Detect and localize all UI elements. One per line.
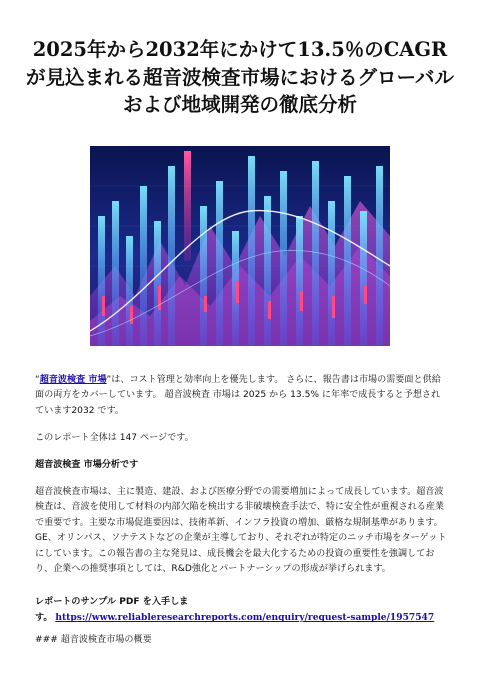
page-title: 2025年から2032年にかけて13.5％のCAGRが見込まれる超音波検査市場におけるグローバルおよび地域開発の徹底分析 [25,38,455,116]
open-quote: “ [35,375,40,385]
analysis-body: 超音波検査市場は、主に製造、建設、および医療分野での需要増加によって成長しています。超音波検査は、音波を使用して材料の内部欠陥を検出する非破壊検査手法で、特に安全性が重視される産業で重要です。主要な市場促進要因は、技術革新、インフラ投資の増加、厳格な規制基準があります。GE、オリンパス、ソナテストなどの企業が主導しており、それぞれが特定のニッチ市場をターゲットにしています。この報告書の主な発見は、成長機会を最大化するための投資の重要性を強調しており、企業への推奨事項としては、R&D強化とパートナーシップの形成が挙げられます。 [35,487,447,575]
market-link[interactable]: 超音波検査 市場 [39,375,107,385]
overview-heading: ### 超音波検査市場の概要 [35,635,152,645]
analysis-heading: 超音波検査 市場分析です [35,460,139,470]
pages-note: このレポート全体は 147 ページです。 [35,433,194,443]
sample-link[interactable]: https://www.reliableresearchreports.com/enquiry/request-sample/1957547 [55,612,435,624]
intro-text: ”は、コスト管理と効率向上を優先します。 さらに、報告書は市場の需要面と供給面の両方をカバーしています。 超音波検査 市場は 2025 から 13.5% に年率で成長すると予想されています2032 です。 [35,375,441,416]
hero-image [90,146,390,346]
sample-label: レポートのサンプル PDF を入手します。 [35,597,189,624]
sample-paragraph [35,595,447,627]
intro-paragraph [35,373,447,419]
